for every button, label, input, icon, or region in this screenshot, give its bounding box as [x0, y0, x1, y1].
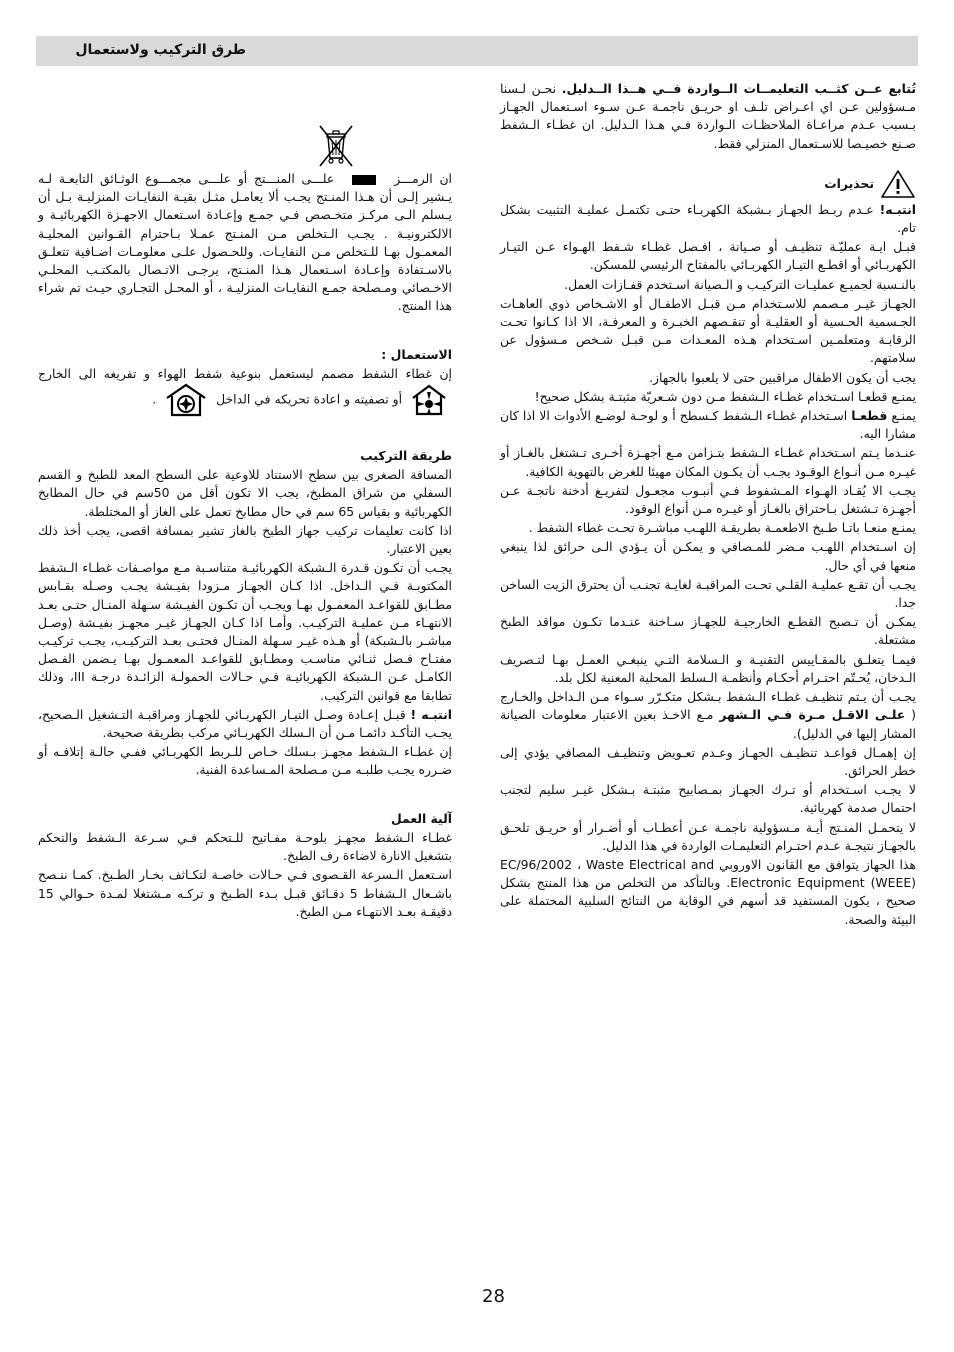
warning-item: لا يجـب اسـتخدام أو تـرك الجهـاز بمـصابيح مثبتـة بـشكل غيـر سليم لتجنب احتمال صدمة كهربائية.	[500, 782, 916, 816]
work-title: آلية العمل	[390, 810, 452, 826]
install-item: يجـب أن تكـون قـدرة الـشبكة الكهربائيـة متناسـبة مـع مواصـفات غطـاء الـشفط المكتوبـة فـي الـداخل. اذا كـان الجهـاز مـزودا بفيـشة يجـب وصـله بقـابس مطـابق للقواعـد المعمـول بهـا ويجـب أن تكـون الفيـشة سـهلة المنـال حتـى بعـد الانتهـاء مـن عمليـة التركيـب. وأمـا اذا كـان الجهـاز غيـر مجهـز بفيـشة (وصـل مباشـر بالـشبكة) أو هـذه غيـر سـهلة المنـال فحتـى بعـد التركيـب، يجـب تركيـب مفتـاح فـصل ثنـائي مناسـب ومطـابق للقواعـد المعمـول بهـا يـضمن الفـصل الكامـل عـن الـشبكة الكهربائيـة فـي حـالات الحمولـة الزائـدة درجـة III، وذلك تطابقا مع قوانين التركيب.	[38, 560, 452, 703]
warning-item: عنـدما يـتم اسـتخدام غطـاء الـشفط بتـزامن مـع أجهـزة أخـرى تـشتغل بالغـاز أو غيـره مـن أنـواع الوقـود يجـب أن يكـون المكان مهيئا للغرض بالتهوية الكافية.	[500, 445, 916, 479]
usage-paragraph: إن غطاء الشفط مصمم ليستعمل بنوعية شفط الهواء و تفريغه الى الخارج أو تصفيته و اعادة تحريكه في الداخل .	[38, 365, 452, 417]
page-number: 28	[482, 1286, 505, 1307]
warning-triangle-icon	[880, 169, 916, 199]
page-title: طرق التركيب ولاستعمال	[75, 42, 246, 58]
warning-item: يجـب أن تقـع عمليـة القلـي تحـت المراقبـة لغايـة تجنـب أن يحترق الزيت الساخن جدا.	[500, 576, 916, 611]
header-bar	[36, 36, 918, 66]
warnings-heading	[500, 169, 916, 199]
intro-paragraph: تُتابع عــن كثــب التعليمــات الــواردة فــي هــذا الــدليل. نحـن لـسنا مـسؤولين عـن اي اعـراض تلـف او حريـق ناجمـة عـن سـوء اسـتعمال الجهـاز بـسبب عـدم مراعـاة الملاحظـات الـواردة فـي هـذا الـدليل. ان غطـاء الـشفط صـنع خصيـصا للاسـتعمال المنزلي فقط.	[500, 81, 916, 151]
work-item: اسـتعمل الـسرعة القـصوى فـي حـالات خاصـة لتكـاثف بخـار الطـبخ. كمـا ننـصح باشـعال الـشفاط 5 دقـائق قبـل بـدء الطـبخ و تركـه مـشتغلا لمـدة حـوالي 15 دقيقـة بعـد الانتهـاء مـن الطبخ.	[38, 867, 452, 919]
warning-item: بالنـسبة لجميـع عمليـات التركيـب و الـصيانة اسـتخدم قفـازات العمل.	[564, 276, 916, 292]
symbol-paragraph: ان الرمـــزعلـــى المنـــتج أو علـــى مجمـــوع الوثـائق التابعـة لـه يـشير إلـى أن هـذا المنـتج يجـب ألا يعامـل مثـل بقيـة النفايـات المنزليـة بـل أن يـسلم الـى مركـز متخـصص فـي جمـع وإعـادة اسـتعمال الاجهـزة الكهربائيـة و الالكترونيـة . يجـب الـتخلص مـن المنـتج عمـلا بـاحترام القـوانين المحليـة المعمـول بهـا للـتخلص مـن النفايـات. وللحـصول علـى معلومـات اضـافية تتعلـق بالاسـتفادة وإعـادة اسـتعمال هـذا المنـتج، يرجـى الاتـصال بالمكتـب المحلـي الاخـصائي ومـصلحة جمـع النفايـات المنزليـة ، أو المحـل التجـاري حيـث تم شراء هذا المنتج.	[38, 171, 453, 314]
usage-title: الاستعمال :	[381, 346, 452, 362]
install-item: اذا كانت تعليمات تركيب جهاز الطبخ بالغاز تشير بمسافة اقصى، يجب أخذ ذلك بعين الاعتبار.	[38, 522, 452, 557]
warnings-title: تحذيرات	[824, 175, 874, 191]
extraction-mode-icon	[410, 384, 448, 416]
crossed-bin-icon	[316, 124, 356, 168]
warning-item: يجب أن يكون الاطفال مراقبين حتى لا يلعبوا بالجهاز.	[649, 369, 916, 385]
warning-item: فيمـا يتعلـق بالمقـاييس التقنيـة و الـسلامة التـي ينبغـي العمـل بهـا لتـصريف الـدخان، يُحـتّم احتـرام أحكـام وأنظمـة الـسلط المحلية المعنية لكل بلد.	[500, 651, 916, 685]
warning-item: إن اسـتخدام اللهـب مـضر للمـصافي و يمكـن أن يـؤدي الـى حرائق لذا ينبغي منعها في أي حال.	[500, 539, 916, 573]
right-column	[500, 80, 916, 929]
warning-item: الجهـاز غيـر مـصمم للاسـتخدام مـن قبـل الاطفـال أو الاشـخاص ذوي العاهـات الجـسمية الحـسية أو العقليـة أو تنقـصهم الخبـرة و المعرفـة، الا اذا كـانوا تحـت الرقابـة ومتعلمـين اسـتخدام هـذه المعـدات مـن قبـل شـخص مـسؤول عن سلامتهم.	[500, 295, 916, 366]
weee-compliance: هذا الجهاز يتوافق مع القانون الاوروبي EC/96/2002 ، Waste Electrical and Electronic Equipment (WEEE). وبالتأكد من التخلص من هذا المنتج بشكل صحيح ، يكون المستفيد قد أسهم في الوقاية من النتائج السلبية المحتملة على البيئة والصحة.	[500, 856, 916, 927]
install-item: إن غطـاء الـشفط مجهـز بـسلك خـاص للـربط الكهربـائي ففـي حالـة إتلافـه أو ضـرره يجـب طلبـه مـن مـصلحة المـساعدة الفنية.	[38, 744, 452, 778]
warning-item: لا يتحمـل المنـتج أيـة مـسؤولية ناجمـة عـن أعطـاب أو أضـرار أو حريـق تلحـق بالجهـاز نتيجـة عـدم احتـرام التعليمـات الواردة في هذا الدليل.	[500, 819, 916, 853]
warning-item: يجـب الا يُقـاد الهـواء المـشفوط فـي أنبـوب مجعـول لتفريـغ أدخنة ناتجـة عـن أجهـزة تـشتغل بـاحتراق بالغـاز أو غيـره مـن أنواع الوقود.	[500, 482, 916, 517]
warning-item: يجـب أن يـتم تنظيـف غطـاء الـشفط بـشكل متكـرّر سـواء مـن الـداخل والخـارج ( علـى الاقـل مـرة فـي الـشهر مـع الاخـذ بعين الاعتبار معلومات الصيانة المشار إليها في الدليل).	[500, 689, 916, 741]
warning-item: يمنـع قطعـا اسـتخدام غطـاء الـشفط كـسطح أ و لوحـة لوضـع الأدوات الا اذا كان مشارا اليه.	[500, 408, 917, 442]
work-item: غطـاء الـشفط مجهـز بلوحـة مفـاتيح للـتحكم فـي سـرعة الـشفط والتحكم بتشغيل الانارة لاضاءة رف الطبخ.	[38, 829, 452, 864]
recirculation-mode-icon	[164, 383, 208, 417]
black-bar-icon	[352, 175, 376, 185]
left-column	[38, 170, 452, 921]
warning-item: يمنـع قطعـا اسـتخدام غطـاء الـشفط مـن دون شـعريّة مثبتـة بشكل صحيح!	[534, 388, 916, 404]
warning-item: قبـل ايـة عمليّـة تنظيـف أو صـيانة ، افـصل غطـاء شـفط الهـواء عـن التيـار الكهربـائي أو اقطـع التيـار الكهربـائي بالمفتاح الرئيسي للمسكن.	[500, 239, 916, 273]
warning-item: انتبـه! عـدم ربـط الجهـاز بـشبكة الكهربـاء حتـى تكتمـل عمليـة التثبيت بشكل تام.	[500, 201, 916, 236]
install-item: انتبـه ! قبـل إعـادة وصـل التيـار الكهربـائي للجهـاز ومراقبـة التـشغيل الـصحيح، يجـب التأكـد دائمـا مـن أن الـسلك الكهربـائي مركب بطريقة صحيحة.	[38, 706, 452, 741]
warning-item: إن إهمـال قواعـد تنظيـف الجهـاز وعـدم تعـويض وتنظيـف المصافي يؤدي إلى خطر الحرائق.	[500, 744, 916, 778]
install-item: المسافة الصغرى بين سطح الاستناد للاوعية على السطح المعد للطبخ و القسم السفلي من شراق المطبخ، يجب الا تكون أقل من 50سم في حال المطابخ الكهربائية و بقياس 65 سم في حال مطابخ تعمل على الغاز أو المختلطة.	[38, 467, 453, 519]
warning-item: يمنـع منعـا باتـا طـبخ الاطعمـة بطريقـة اللهـب مباشـرة تحـت غطاء الشفط .	[528, 520, 916, 536]
install-title: طريقة التركيب	[360, 448, 452, 464]
warning-item: يمكـن أن تـصبح القطـع الخارجيـة للجهـاز سـاخنة عنـدما تكـون مواقد الطبخ مشتعلة.	[500, 614, 916, 648]
